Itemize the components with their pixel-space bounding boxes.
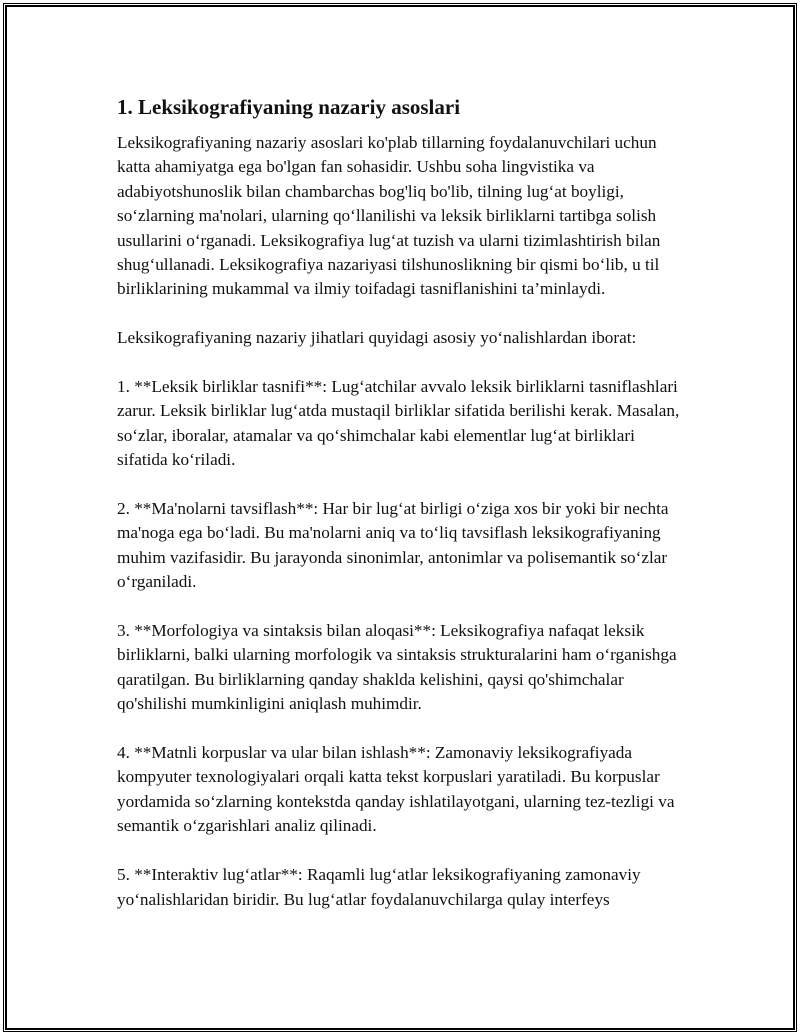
list-item-3-paragraph: 3. **Morfologiya va sintaksis bilan aloqasi**: Leksikografiya nafaqat leksik birliklarni, balki ularning morfologik va sintaksis strukturalarini ham o‘rganishga qaratilgan. Bu birliklarning qanday shaklda kelishini, qaysi qo'shimchalar qo'shilishi mumkinligini aniqlash muhimdir. — [117, 621, 677, 714]
list-item-5-paragraph: 5. **Interaktiv lug‘atlar**: Raqamli lug‘atlar leksikografiyaning zamonaviy yo‘nalishlaridan biridir. Bu lug‘atlar foydalanuvchilarga qulay interfeys — [117, 865, 641, 909]
intro-paragraph: Leksikografiyaning nazariy asoslari ko'plab tillarning foydalanuvchilari uchun katta ahamiyatga ega bo'lgan fan sohasidir. Ushbu soha lingvistika va adabiyotshunoslik bilan chambarchas bog'liq bo'lib, tilning lug‘at boyligi, so‘zlarning ma'nolari, ularning qo‘llanilishi va leksik birliklarni tartibga solish usullarini o‘rganadi. Leksikografiya lug‘at tuzish va ularni tizimlashtirish bilan shug‘ullanadi. Leksikografiya nazariyasi tilshunoslikning bir qismi bo‘lib, u til birliklarining mukammal va ilmiy toifadagi tasniflanishini ta’minlaydi. — [117, 133, 661, 299]
document-body — [117, 93, 687, 936]
list-item-2-paragraph: 2. **Ma'nolarni tavsiflash**: Har bir lug‘at birligi o‘ziga xos bir yoki bir nechta ma'noga ega bo‘ladi. Bu ma'nolarni aniq va to‘liq tavsiflash leksikografiyaning muhim vazifasidir. Bu jarayonda sinonimlar, antonimlar va polisemantik so‘zlar o‘rganiladi. — [117, 499, 669, 592]
list-item-4-paragraph: 4. **Matnli korpuslar va ular bilan ishlash**: Zamonaviy leksikografiyada kompyuter texnologiyalari orqali katta tekst korpuslari yaratiladi. Bu korpuslar yordamida so‘zlarning kontekstda qanday ishlatilayotgani, ularning tez-tezligi va semantik o‘zgarishlari analiz qilinadi. — [117, 743, 675, 836]
list-intro-paragraph: Leksikografiyaning nazariy jihatlari quyidagi asosiy yo‘nalishlardan iborat: — [117, 328, 637, 348]
section-heading: 1. Leksikografiyaning nazariy asoslari — [117, 95, 461, 119]
list-item-1-paragraph: 1. **Leksik birliklar tasnifi**: Lug‘atchilar avvalo leksik birliklarni tasniflashlari zarur. Leksik birliklar lug‘atda mustaqil birliklar sifatida berilishi kerak. Masalan, so‘zlar, iboralar, atamalar va qo‘shimchalar kabi elementlar lug‘at birliklari sifatida ko‘riladi. — [117, 377, 680, 470]
